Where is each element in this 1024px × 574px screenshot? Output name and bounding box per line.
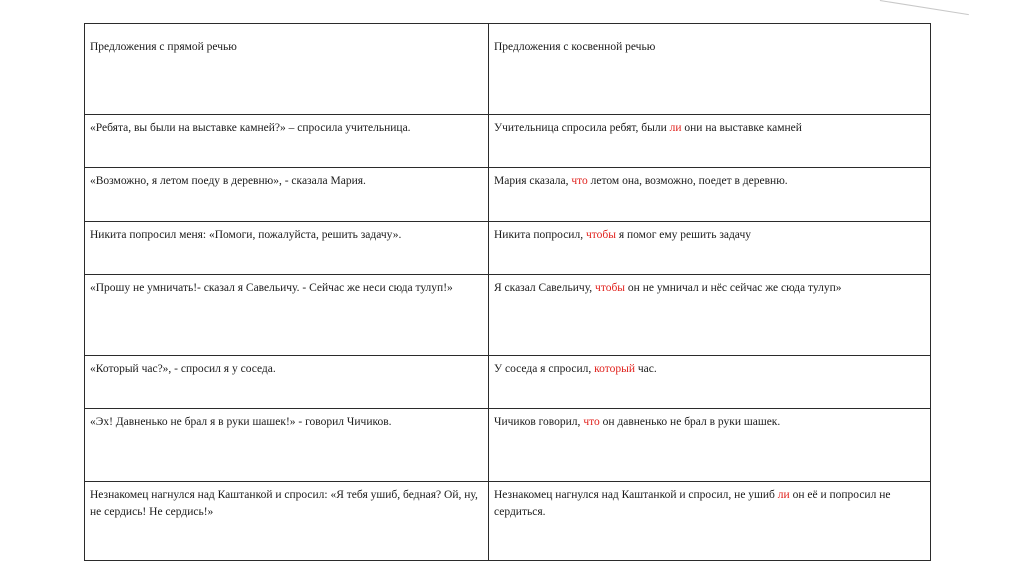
- indirect-speech-cell: [489, 222, 931, 275]
- direct-speech-cell: «Который час?», - спросил я у соседа.: [85, 356, 489, 409]
- indirect-speech-cell: [489, 409, 931, 482]
- indirect-speech-cell: [489, 482, 931, 561]
- table-row: [85, 409, 931, 482]
- direct-speech-cell: «Возможно, я летом поеду в деревню», - сказала Мария.: [85, 168, 489, 222]
- indirect-text-after: он не умничал и нёс сейчас же сюда тулуп»: [625, 282, 842, 294]
- conjunction-highlight: что: [571, 175, 588, 187]
- table-row: [85, 115, 931, 168]
- indirect-text-after: час.: [635, 363, 657, 375]
- indirect-speech-cell: [489, 356, 931, 409]
- indirect-text-before: Учительница спросила ребят, были: [494, 122, 670, 134]
- conjunction-highlight: чтобы: [595, 282, 626, 294]
- table-header-row: [85, 24, 931, 115]
- indirect-text-before: Никита попросил,: [494, 229, 586, 241]
- table-row: [85, 168, 931, 222]
- conjunction-highlight: чтобы: [585, 229, 616, 241]
- conjunction-highlight: ли: [777, 489, 790, 501]
- header-indirect-speech: Предложения с косвенной речью: [489, 24, 931, 115]
- table-row: [85, 482, 931, 561]
- table-row: [85, 222, 931, 275]
- indirect-speech-cell: [489, 275, 931, 356]
- conjunction-highlight: который: [594, 363, 636, 375]
- indirect-text-after: он её и попросил не сердиться.: [494, 489, 891, 518]
- indirect-text-after: я помог ему решить задачу: [615, 229, 751, 241]
- direct-speech-cell: Никита попросил меня: «Помоги, пожалуйста, решить задачу».: [85, 222, 489, 275]
- indirect-text-after: они на выставке камней: [681, 122, 802, 134]
- direct-speech-cell: «Эх! Давненько не брал я в руки шашек!» - говорил Чичиков.: [85, 409, 489, 482]
- indirect-text-after: летом она, возможно, поедет в деревню.: [587, 175, 788, 187]
- direct-speech-cell: «Прошу не умничать!- сказал я Савельичу. - Сейчас же неси сюда тулуп!»: [85, 275, 489, 356]
- indirect-text-before: Чичиков говорил,: [494, 416, 584, 428]
- header-direct-speech: Предложения с прямой речью: [85, 24, 489, 115]
- table-row: [85, 356, 931, 409]
- conjunction-highlight: ли: [669, 122, 682, 134]
- indirect-speech-cell: [489, 168, 931, 222]
- indirect-text-before: Незнакомец нагнулся над Каштанкой и спросил, не ушиб: [494, 489, 778, 501]
- indirect-text-before: Я сказал Савельичу,: [494, 282, 596, 294]
- indirect-text-before: У соседа я спросил,: [494, 363, 595, 375]
- direct-speech-cell: «Ребята, вы были на выставке камней?» – спросила учительница.: [85, 115, 489, 168]
- indirect-text-before: Мария сказала,: [494, 175, 572, 187]
- indirect-speech-cell: [489, 115, 931, 168]
- table-row: [85, 275, 931, 356]
- speech-table: [84, 23, 931, 561]
- indirect-text-after: он давненько не брал в руки шашек.: [599, 416, 781, 428]
- conjunction-highlight: что: [583, 416, 600, 428]
- direct-speech-cell: Незнакомец нагнулся над Каштанкой и спросил: «Я тебя ушиб, бедная? Ой, ну, не сердись! Не сердись!»: [85, 482, 489, 561]
